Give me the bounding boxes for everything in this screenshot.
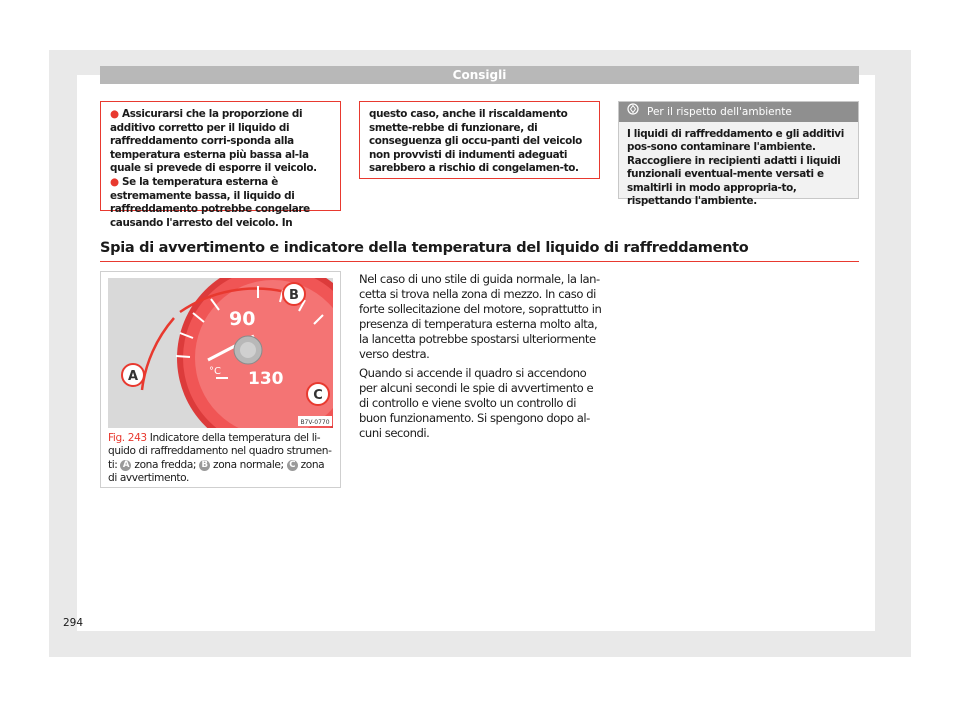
section-title: Spia di avvertimento e indicatore della temperatura del liquido di raffreddamento: [100, 240, 749, 256]
warning-box-left: [100, 101, 341, 229]
page-number: 294: [63, 617, 84, 629]
coolant-gauge-illustration: [108, 278, 333, 428]
callout-b: B: [289, 288, 299, 303]
marker-b: B: [199, 460, 210, 471]
marker-a: A: [120, 460, 131, 471]
section-divider: [100, 261, 859, 262]
callout-a: A: [127, 369, 139, 384]
header-title: Consigli: [452, 68, 507, 82]
figure-caption: Fig. 243 Indicatore della temperatura del li-quido di raffreddamento nel quadro strumen-ti: A zona fredda; B zona normale; C zona di avvertimento.: [108, 432, 332, 485]
environment-text: I liquidi di raffreddamento e gli additivi pos-sono contaminare l'ambiente. Raccogliere in recipienti adatti i liquidi funzionali eventual-mente versati e smaltirli in modo appropria-to, rispettando l'ambiente.: [627, 128, 844, 208]
body-paragraph: Nel caso di uno stile di guida normale, la lan-cetta si trova nella zona di mezzo. In caso di forte sollecitazione del motore, soprattutto in presenza di temperatura esterna molto alta, la lancetta potrebbe spostarsi ulteriormente verso destra.: [359, 272, 602, 361]
recycle-leaf-icon: [627, 102, 639, 122]
environment-box: [618, 101, 859, 208]
gauge-label-90: 90: [229, 308, 256, 330]
header-bar: [100, 66, 859, 84]
bullet-icon: ●: [110, 108, 119, 120]
environment-title: Per il rispetto dell'ambiente: [647, 106, 792, 118]
warning-box-middle: [359, 101, 600, 179]
gauge-label-130: 130: [248, 369, 284, 389]
warning-item: ● Se la temperatura esterna è estremamente bassa, il liquido di raffreddamento potrebbe congelare causando l'arresto del veicolo. In: [110, 175, 310, 229]
gauge-unit: °C: [209, 366, 221, 377]
marker-c: C: [287, 460, 298, 471]
figure-number: Fig. 243: [108, 432, 147, 444]
warning-text: questo caso, anche il riscaldamento smette-rebbe di funzionare, di conseguenza gli occu-panti del veicolo non provvisti di indumenti adeguati sarebbero a rischio di congelamen-to.: [369, 108, 582, 175]
callout-c: C: [313, 388, 323, 403]
image-code: B7V-0770: [300, 419, 330, 426]
bullet-icon: ●: [110, 175, 119, 188]
figure-box: [100, 271, 341, 488]
body-paragraph: Quando si accende il quadro si accendono per alcuni secondi le spie di avvertimento e di controllo e viene svolto un controllo di buon funzionamento. Si spengono dopo al-cuni secondi.: [359, 366, 594, 441]
body-text: [359, 272, 604, 446]
warning-item: ● Assicurarsi che la proporzione di additivo corretto per il liquido di raffreddamento corri-sponda alla temperatura esterna più bassa al-la quale si prevede di esporre il veicolo.: [110, 108, 317, 175]
environment-header: [619, 102, 858, 122]
